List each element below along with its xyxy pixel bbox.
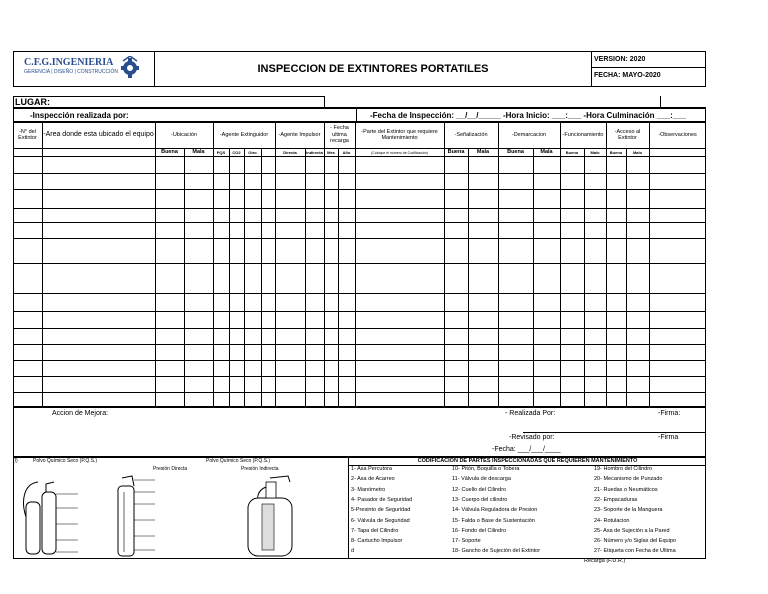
subcolumn-acceso-malo: Malo	[632, 149, 643, 155]
column-header-fecha_ultima_recarga: - Fecha ultima recarga	[330, 125, 349, 145]
inspeccion-por-label: -Inspección realizada por:	[30, 111, 129, 120]
fecha-inspeccion-label: -Fecha de Inspección: __/__/_____ -Hora Inicio: ___:___ -Hora Culminación ___:___	[370, 111, 687, 120]
header-rule	[13, 148, 706, 149]
column-rule	[324, 122, 325, 407]
table-row	[13, 189, 706, 190]
extinguisher-diagram-2	[110, 472, 190, 557]
column-rule	[42, 122, 43, 407]
column-rule	[155, 122, 156, 407]
subcolumn-rule	[468, 148, 469, 407]
subcolumn-pqs: PQS	[216, 149, 226, 155]
table-row	[13, 328, 706, 329]
column-rule	[606, 122, 607, 407]
codificacion-item: 2- Asa de Acarreo	[351, 476, 395, 483]
subcolumn-co2: CO2	[232, 149, 241, 155]
signature-line	[523, 432, 706, 433]
table-row	[13, 344, 706, 345]
column-header-parte_extintor: -Parte del Extintor que requiere Mantenimiento	[361, 128, 438, 141]
subcolumn-rule	[184, 148, 185, 407]
subcolumn-senalizacion-mala: Mala	[476, 149, 490, 155]
table-row	[13, 392, 706, 393]
column-header-agente_extinguidor: -Agente Extinguidor	[219, 131, 269, 138]
version-label: VERSION: 2020	[594, 56, 646, 63]
codificacion-item: 11- Válvula de descarga	[452, 476, 511, 483]
subcolumn-funcionamiento-malo: Malo	[590, 149, 600, 155]
subcolumn-rule	[584, 148, 585, 407]
subcolumn-directa: Directa	[283, 149, 297, 155]
subcolumn-rule	[533, 148, 534, 407]
table-row	[13, 311, 706, 312]
codificacion-item: 7- Tapa del Cilindro	[351, 527, 399, 534]
logo-subtitle: GERENCIA | DISEÑO | CONSTRUCCIÓN	[24, 69, 118, 75]
fecha-label: FECHA: MAYO-2020	[594, 72, 661, 79]
codificacion-item: 3- Manómetro	[351, 486, 386, 493]
accion-mejora-label: Accion de Mejora:	[52, 410, 109, 417]
column-header-numero: -N° del Extintor	[18, 128, 37, 141]
codificacion-item: d	[351, 548, 355, 555]
logo-title: C.F.G.INGENIERIA	[24, 57, 114, 68]
codificacion-item: 16- Fondo del Cilindro	[452, 527, 507, 534]
column-rule	[498, 122, 499, 407]
column-rule	[560, 122, 561, 407]
subcolumn-rule	[261, 148, 262, 407]
revisado-por-label: -Revisado por:	[509, 434, 555, 441]
codificacion-item: 17- Soporte	[452, 538, 481, 545]
table-row	[13, 208, 706, 209]
codificacion-item: 23- Soporte de la Manguera	[594, 507, 663, 514]
table-row	[13, 263, 706, 264]
codificacion-item: 19- Hombro del Cilindro	[594, 466, 653, 472]
table-row	[13, 293, 706, 294]
column-header-ubicacion: -Ubicación	[171, 131, 197, 138]
subcolumn-ubicacion-buena: Buena	[161, 149, 178, 155]
column-header-area: -Area donde esta ubicado el equipo	[43, 131, 154, 138]
column-header-demarcacion: -Demarcacion	[511, 131, 547, 138]
codificacion-item: 18- Gancho de Sujeción del Extintor	[452, 548, 541, 555]
table-row	[13, 376, 706, 377]
extinguisher-diagram-3	[240, 474, 310, 558]
subcolumn-demarcacion-buena: Buena	[507, 149, 524, 155]
column-rule	[355, 122, 356, 407]
inspection-table	[13, 122, 706, 407]
codificacion-item: 4- Pasador de Seguridad	[351, 496, 413, 503]
firma2-label: -Firma	[658, 434, 679, 441]
presion-indirecta-label: Presión Indirecta	[241, 466, 279, 472]
lugar-label: LUGAR:	[15, 97, 50, 107]
codificacion-item: 1- Asa Percutora	[351, 466, 392, 472]
company-logo	[22, 55, 144, 83]
codificacion-item: 8- Cartucho Impulsor	[351, 538, 403, 545]
codificacion-title: CODIFICACIÓN DE PARTES INSPECCIONADAS QUE REQUIEREN MANTENIMIENTO	[417, 458, 638, 464]
subcolumn-acceso-bueno: Bueno	[609, 149, 623, 155]
codificacion-item: 25- Asa de Sujeción a la Pared	[594, 527, 670, 534]
info-divider	[356, 108, 357, 122]
column-header-funcionamiento: -Funcionamiento	[562, 131, 604, 138]
column-header-observaciones: -Observaciones	[658, 131, 697, 138]
parte-hint: (Coloque el número de Codificación)	[371, 150, 428, 155]
codificacion-item: 5-Presinto de Seguridad	[351, 507, 411, 514]
codificacion-item: 21- Ruedas o Neumáticos	[594, 486, 658, 493]
codificacion-item: 20- Mecanismo de Punzado	[594, 476, 663, 483]
table-row	[13, 238, 706, 239]
codificacion-item: 14- Válvula Reguladora de Presion	[452, 507, 538, 514]
codificacion-item: 22- Empacaduras	[594, 496, 638, 503]
firma1-label: -Firma:	[658, 410, 681, 417]
subcolumn-mes: Mes	[327, 149, 335, 155]
column-rule	[444, 122, 445, 407]
header-divider-mid	[591, 67, 706, 68]
codificacion-item: 24- Rotulacion	[594, 517, 630, 524]
column-header-acceso: -Acceso al Extintor	[614, 128, 641, 141]
column-header-agente_impulsor: -Agente Impulsor	[278, 131, 321, 138]
subcolumn-funcionamiento-bueno: Bueno	[565, 149, 579, 155]
pqs-label-2: Polvo Químico Seco (P.Q.S.)	[206, 458, 271, 464]
codificacion-list	[349, 466, 706, 564]
codificacion-item: 13- Cuerpo del cilindro	[452, 496, 508, 503]
column-header-senalizacion: -Señalización	[454, 131, 488, 138]
lugar-box	[13, 96, 325, 108]
subcolumn-anio: Año	[342, 149, 351, 155]
subcolumn-senalizacion-buena: Buena	[447, 149, 465, 155]
codificacion-item: 15- Falda o Base de Sustentación	[452, 517, 535, 524]
codificacion-item: 27- Etiqueta con Fecha de Ultima	[594, 548, 676, 555]
extinguisher-diagram-1	[18, 472, 98, 557]
subcolumn-otro: Otro	[248, 149, 257, 155]
codificacion-tail: Recarga (F.U.R.)	[584, 558, 626, 564]
diagram-label-a: (I)	[13, 458, 18, 464]
table-border	[13, 122, 706, 407]
lugar-tick	[660, 96, 661, 108]
subheader-rule	[13, 156, 706, 157]
codificacion-item: 10- Pitón, Boquilla o Tobera	[452, 466, 520, 472]
page-title: INSPECCION DE EXTINTORES PORTATILES	[257, 63, 489, 75]
subcolumn-rule	[305, 148, 306, 407]
subcolumn-blank	[261, 148, 275, 156]
codificacion-item: 12- Cuello del Cilindro	[452, 486, 507, 493]
codificacion-item: 26- Número y/o Siglas del Equipo	[594, 538, 676, 545]
column-rule	[275, 122, 276, 407]
subcolumn-rule	[626, 148, 627, 407]
realizada-por-label: - Realizada Por:	[505, 410, 556, 417]
table-row	[13, 173, 706, 174]
subcolumn-rule	[229, 148, 230, 407]
presion-directa-label: Presión Directa	[153, 466, 188, 472]
subcolumn-ubicacion-mala: Mala	[192, 149, 205, 155]
subcolumn-rule	[338, 148, 339, 407]
header-divider-right	[591, 51, 592, 87]
pqs-label-1: Polvo Químico Seco (P.Q.S.)	[33, 458, 98, 464]
subcolumn-indirecta: Indirecta	[306, 149, 323, 155]
table-row	[13, 360, 706, 361]
subcolumn-demarcacion-mala: Mala	[540, 149, 553, 155]
gear-logo-icon	[120, 56, 140, 78]
table-row	[13, 222, 706, 223]
column-rule	[213, 122, 214, 407]
column-rule	[649, 122, 650, 407]
fecha-footer-label: -Fecha: ___/___/____	[492, 446, 561, 453]
codificacion-item: 6- Válvula de Seguridad	[351, 517, 410, 524]
subcolumn-rule	[244, 148, 245, 407]
